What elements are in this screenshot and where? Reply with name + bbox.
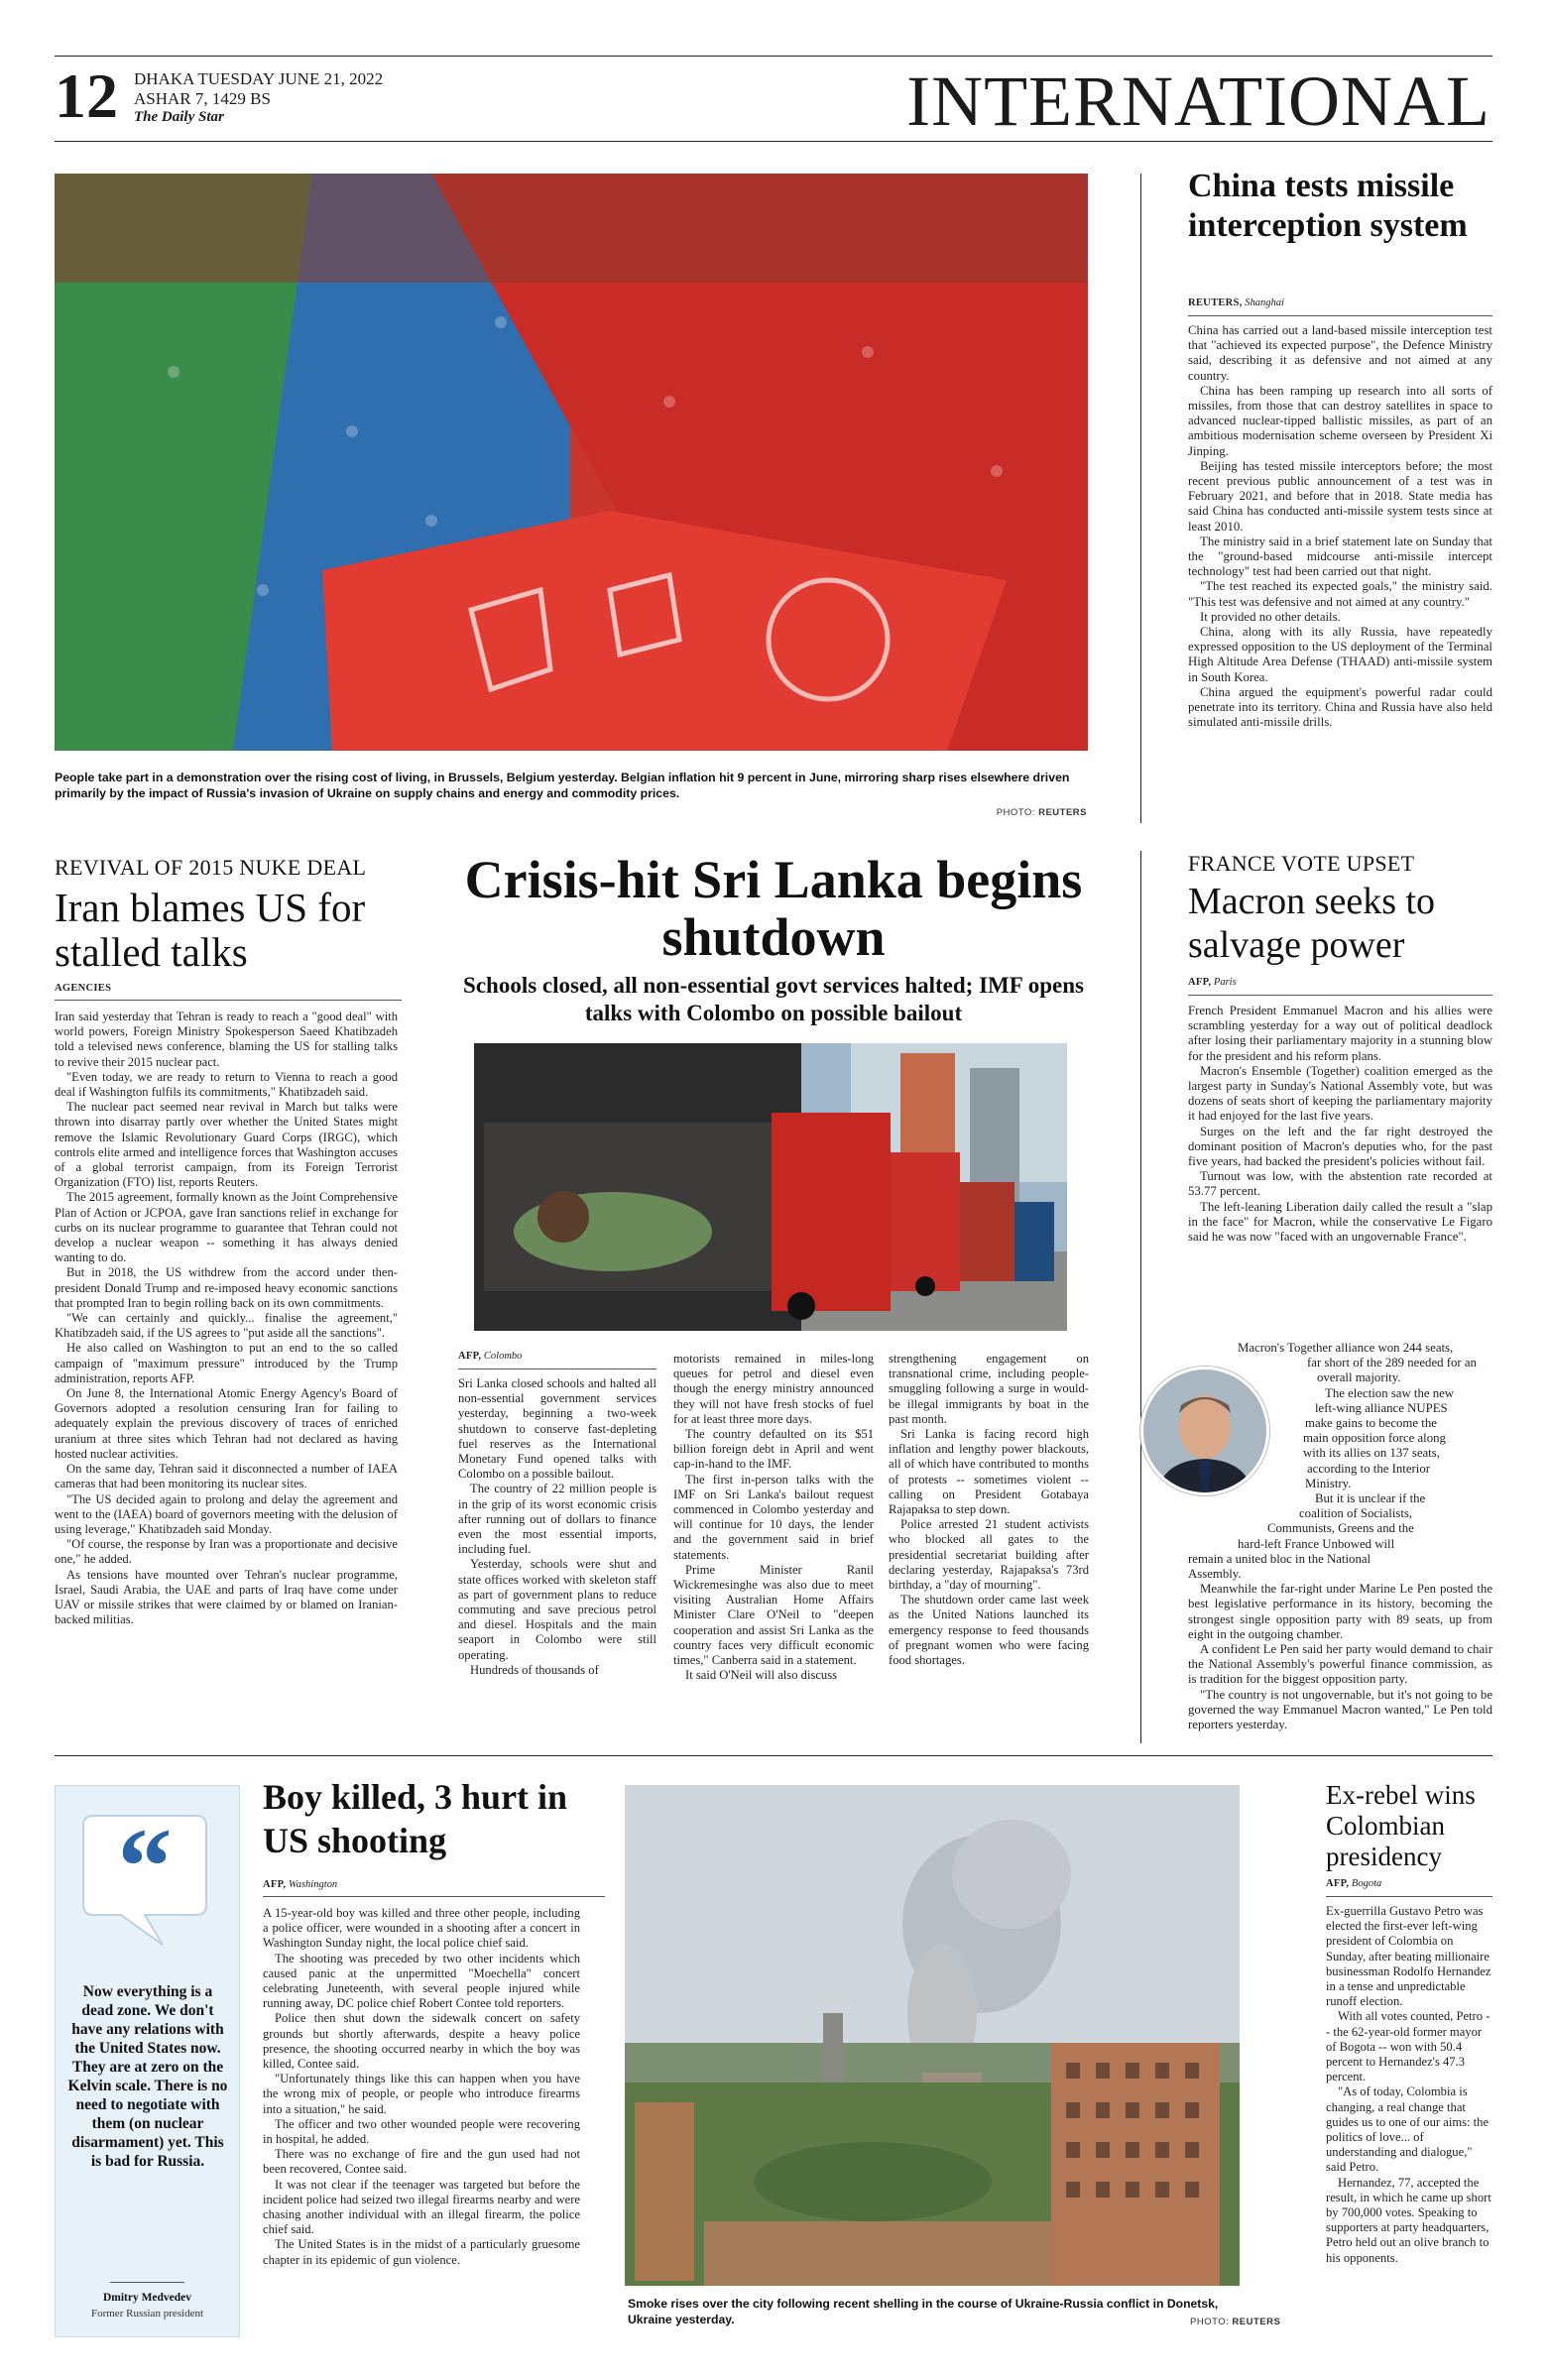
wrap-line: left-wing alliance NUPES [1315, 1400, 1448, 1415]
paragraph: "Of course, the response by Iran was a proportionate and decisive one," he added. [55, 1537, 398, 1567]
paragraph: The country of 22 million people is in the grip of its worst economic crisis after running out of dollars to finance even the most essential imports, including fuel. [458, 1482, 656, 1557]
paragraph: With all votes counted, Petro -- the 62-year-old former mayor of Bogota -- won with 50.4 percent to Hernandez's 47.3 percent. [1326, 2009, 1490, 2084]
france-kicker: FRANCE VOTE UPSET [1188, 851, 1415, 876]
lanka-body-col-3 [889, 1352, 1089, 1668]
donetsk-photo-credit [1190, 2317, 1280, 2327]
paragraph: It provided no other details. [1200, 609, 1341, 624]
column-divider-right-top [1140, 174, 1141, 823]
colombia-byline [1326, 1878, 1381, 1889]
paragraph: On the same day, Tehran said it disconnected a number of IAEA cameras that had been monitoring its nuclear sites. [55, 1462, 398, 1491]
us-headline: Boy killed, 3 hurt in US shooting [263, 1777, 568, 1860]
tuktuk-photo [474, 1043, 1067, 1331]
paragraph: The first in-person talks with the IMF on Sri Lanka's bailout request commenced in Colombo yesterday and will continue for 10 days, the lender and the government said in brief statements. [673, 1472, 874, 1562]
paragraph: "We can certainly and quickly... finalise the agreement," Khatibzadeh said, if the US agrees to "put aside all the sanctions". [55, 1311, 398, 1341]
iran-kicker: REVIVAL OF 2015 NUKE DEAL [55, 855, 367, 880]
iran-byline [55, 983, 111, 994]
paragraph: strengthening engagement on transnational crime, including people-smuggling following a surge in would-be illegal immigrants by boat in the past month. [889, 1352, 1089, 1426]
paragraph: Surges on the left and the far right destroyed the dominant position of Macron's deputies who, for the past five years, had backed the president's policies without fail. [1188, 1124, 1492, 1169]
quote-text: Now everything is a dead zone. We don't have any relations with the United States now. They are at zero on the Kelvin scale. There is no need to negotiate with them (on nuclear disarmament) yet. This is bad for Russia. [67, 1983, 228, 2170]
paragraph: The United States is in the midst of a particularly gruesome chapter in its epidemic of gun violence. [263, 2237, 580, 2267]
paragraph: "As of today, Colombia is changing, a real change that guides us to one of our aims: the politics of love... of understanding and dialogue," said Petro. [1326, 2084, 1490, 2175]
paragraph: He also called on Washington to put an end to the so called campaign of "maximum pressure" introduced by the Trump administration, reports AFP. [55, 1341, 398, 1385]
paragraph: Police then shut down the sidewalk concert on safety grounds but shortly afterwards, despite a heavy police presence, the shooting occurred nearby in which the boy was killed, Contee said. [263, 2011, 580, 2072]
paragraph: China has carried out a land-based missile interception test that "achieved its expected purpose", the Defence Ministry said, describing it as defensive and not aimed at any country. [1188, 323, 1492, 383]
credit-source: REUTERS [1038, 807, 1087, 818]
paragraph: Assembly. [1188, 1567, 1242, 1581]
us-byline [263, 1879, 337, 1890]
paragraph: China, along with its ally Russia, have repeatedly expressed opposition to the US deployment of the Terminal High Altitude Area Defense (THAAD) anti-missile system in South Korea. [1188, 625, 1492, 684]
paragraph: Prime Minister Ranil Wickremesinghe was also due to meet visiting Australian Home Affairs Minister Clare O'Neil to "deepen cooperation and assist Sri Lanka as the country faces very difficult economic times," Canberra said in a statement. [673, 1562, 874, 1668]
byline-agency: AFP, [1188, 977, 1212, 988]
lanka-byline [458, 1351, 522, 1362]
france-byline [1188, 977, 1237, 988]
paragraph: Iran said yesterday that Tehran is ready to reach a "good deal" with world powers, Foreign Ministry Spokesperson Saeed Khatibzadeh told a televised news conference, blaming the US for stalling talks to revive their 2015 nuclear pact. [55, 1010, 398, 1069]
credit-label: PHOTO: [1190, 2317, 1230, 2327]
paragraph: The 2015 agreement, formally known as the Joint Comprehensive Plan of Action or JCPOA, gave Iran sanctions relief in exchange for curbs on its nuclear programme to guarantee that Tehran could not develop a nuclear weapon -- something it has always denied wanting to do. [55, 1190, 398, 1265]
paragraph: Sri Lanka closed schools and halted all non-essential government services yesterday, beginning a two-week shutdown to conserve fast-depleting fuel reserves as the International Monetary Fund opened talks with Colombo on a possible bailout. [458, 1376, 656, 1482]
top-rule [55, 56, 1492, 57]
colombia-headline: Ex-rebel wins Colombian presidency [1326, 1780, 1476, 1871]
paragraph: The left-leaning Liberation daily called the result a "slap in the face" for Macron, while the conservative Le Figaro said he was now "faced with an ungovernable France". [1188, 1199, 1492, 1245]
quote-person-title: Former Russian president [90, 2308, 204, 2320]
paragraph: Police arrested 21 student activists who blocked all gates to the presidential secretariat building after declaring yesterday, Rajapaksa's 73rd birthday, a "day of mourning". [889, 1517, 1089, 1593]
wrap-line: But it is unclear if the [1315, 1491, 1426, 1506]
lanka-subhead: Schools closed, all non-essential govt services halted; IMF opens talks with Colombo on possible bailout [463, 973, 1084, 1025]
byline-place: Paris [1213, 977, 1237, 988]
lanka-headline: Crisis-hit Sri Lanka begins shutdown [464, 850, 1083, 967]
lanka-body-col-2 [673, 1352, 874, 1683]
protest-photo-credit [997, 807, 1087, 818]
wrap-line: remain a united bloc in the National [1188, 1551, 1371, 1566]
france-body-wrap [1188, 1341, 1492, 1567]
paragraph: "The US decided again to prolong and delay the agreement and went to the (IAEA) board of governors meeting with the delusion of using leverage," Khatibzadeh said Monday. [55, 1491, 398, 1536]
iran-headline: Iran blames US for stalled talks [55, 885, 366, 975]
paragraph: Hundreds of thousands of [470, 1662, 599, 1677]
byline-place: Bogota [1351, 1878, 1382, 1889]
paragraph: Macron's Ensemble (Together) coalition emerged as the largest party in Sunday's National Assembly vote, but was dozens of seats short of keeping the parliamentary majority it had enjoyed for the last five years. [1188, 1063, 1492, 1124]
quote-separator [110, 2282, 184, 2283]
paragraph: Yesterday, schools were shut and state offices worked with skeleton staff as part of government plans to reduce commuting and save precious petrol and diesel. Hospitals and the main seaport in Colombo were still operating. [458, 1557, 656, 1662]
paragraph: A 15-year-old boy was killed and three other people, including a police officer, were wounded in a shooting after a concert in Washington Sunday night, the local police chief said. [263, 1906, 580, 1951]
china-byline [1188, 298, 1284, 308]
paragraph: Hernandez, 77, accepted the result, in which he came up short by 700,000 votes. Speaking to supporters at party headquarters, Petro held out an olive branch to his opponents. [1326, 2175, 1491, 2265]
paragraph: China has been ramping up research into all sorts of missiles, from those that can destroy satellites in space to advanced nuclear-tipped ballistic missiles, as part of an ambitious modernisation scheme overseen by President Xi Jinping. [1188, 383, 1492, 458]
paragraph: On June 8, the International Atomic Energy Agency's Board of Governors adopted a resolution censuring Iran for failing to adequately explain the previous discovery of traces of enriched uranium at three sites which Tehran had not declared as having hosted nuclear activities. [55, 1386, 398, 1461]
speech-bubble-icon [75, 1806, 204, 1945]
paragraph: As tensions have mounted over Tehran's nuclear programme, Israel, Saudi Arabia, the UAE and parts of Iraq have come under UAV or missile strikes that were claimed by or blamed on Iranian-backed militias. [55, 1567, 398, 1627]
paragraph: Turnout was low, with the abstention rate recorded at 53.77 percent. [1188, 1169, 1492, 1199]
paragraph: Sri Lanka is facing record high inflation and lengthy power blackouts, all of which have contributed to months of protests -- sometimes violent -- calling on President Gotabaya Rajapaksa to step down. [889, 1427, 1089, 1517]
byline-place: Shanghai [1245, 298, 1284, 308]
paragraph: It said O'Neil will also discuss [685, 1668, 838, 1683]
paragraph: The nuclear pact seemed near revival in March but talks were thrown into disarray partly over whether the United States might remove the Islamic Revolutionary Guard Corps (IRGC), which controls elite armed and intelligence forces that Washington accuses of a global terrorist campaign, from its Foreign Terrorist Organization (FTO) list, reports Reuters. [55, 1100, 398, 1190]
wrap-line: hard-left France Unbowed will [1238, 1536, 1395, 1551]
paragraph: Ex-guerrilla Gustavo Petro was elected the first-ever left-wing president of Colombia on Sunday, after beating millionaire businessman Rodolfo Hernandez in a tense and unpredictable runoff election. [1326, 1904, 1491, 2009]
dateline: DHAKA TUESDAY JUNE 21, 2022 [134, 69, 384, 88]
iran-byline-rule [55, 1000, 402, 1001]
france-headline: Macron seeks to salvage power [1188, 881, 1436, 966]
paragraph: The shooting was preceded by two other incidents which caused panic at the unpermitted "Moechella" concert celebrating Juneteenth, with several people injured while running away, DC police chief Robert Contee told reporters. [263, 1951, 580, 2011]
colombia-byline-rule [1326, 1896, 1492, 1897]
paragraph: "Unfortunately things like this can happen when you have the wrong mix of people, or people who introduce firearms into a situation," he said. [263, 2072, 580, 2116]
france-byline-rule [1188, 995, 1492, 996]
svg-text:“: “ [117, 1806, 173, 1927]
paragraph: China argued the equipment's powerful radar could penetrate into its territory. China and Russia have also held simulated anti-missile drills. [1188, 684, 1492, 730]
paper-logo: The Daily Star [134, 109, 224, 125]
france-body-top [1188, 1004, 1492, 1245]
paragraph: The officer and two other wounded people were recovering in hospital, he added. [263, 2116, 580, 2147]
section-title: INTERNATIONAL [906, 61, 1490, 141]
france-body-bottom [1188, 1567, 1492, 1732]
quote-person-name: Dmitry Medvedev [102, 2292, 192, 2304]
paragraph: The country defaulted on its $51 billion foreign debt in April and went cap-in-hand to the IMF. [673, 1427, 874, 1472]
byline-agency: REUTERS, [1188, 298, 1243, 308]
credit-source: REUTERS [1232, 2317, 1281, 2327]
paragraph: Beijing has tested missile interceptors before; the most recent previous public announcement of a test was in February 2021, and before that in 2018. State media has said China has conducted anti-missile system tests since at least 2010. [1188, 458, 1492, 534]
masthead-rule [55, 141, 1492, 142]
china-byline-rule [1188, 315, 1492, 316]
paragraph: But in 2018, the US withdrew from the accord under then-president Donald Trump and re-imposed heavy economic sanctions that prompted Iran to begin rolling back on its own commitments. [55, 1265, 398, 1310]
paragraph: motorists remained in miles-long queues for petrol and diesel even though the energy ministry announced they will not have fresh stocks of fuel for at least three more days. [673, 1352, 874, 1426]
wrap-line: The election saw the new [1325, 1385, 1455, 1400]
wrap-line: coalition of Socialists, [1299, 1506, 1413, 1521]
wrap-line: make gains to become the [1305, 1416, 1437, 1431]
lanka-body-col-1 [458, 1376, 656, 1678]
byline-agency: AGENCIES [55, 983, 112, 994]
donetsk-photo [625, 1785, 1240, 2286]
colombia-body [1326, 1904, 1492, 2266]
paragraph: "Even today, we are ready to return to Vienna to reach a good deal if Washington fulfils its commitments," Khatibzadeh said. [55, 1069, 398, 1100]
wrap-line: overall majority. [1317, 1370, 1401, 1385]
us-body [263, 1906, 580, 2268]
wrap-line: Communists, Greens and the [1267, 1521, 1414, 1536]
donetsk-photo-caption: Smoke rises over the city following recent shelling in the course of Ukraine-Russia conflict in Donetsk, Ukraine yesterday. [628, 2297, 1219, 2326]
column-divider-right-mid [1140, 851, 1141, 1743]
wrap-line: Macron's Together alliance won 244 seats, [1238, 1341, 1454, 1355]
us-byline-rule [263, 1896, 605, 1897]
paragraph: There was no exchange of fire and the gun used had not been recovered, Contee said. [263, 2147, 580, 2177]
lanka-byline-rule [458, 1368, 656, 1369]
paragraph: A confident Le Pen said her party would demand to chair the National Assembly's powerful finance commission, as is tradition for the biggest opposition party. [1188, 1642, 1492, 1687]
byline-agency: AFP, [1326, 1878, 1350, 1889]
wrap-line: according to the Interior [1307, 1461, 1431, 1476]
protest-photo-caption: People take part in a demonstration over the rising cost of living, in Brussels, Belgium yesterday. Belgian inflation hit 9 percent in June, mirroring sharp rises elsewhere driven primarily by the impact of Russia's invasion of Ukraine on supply chains and energy and commodity prices. [55, 771, 1070, 800]
china-headline: China tests missile interception system [1188, 168, 1468, 244]
bangla-date: ASHAR 7, 1429 BS [134, 89, 271, 108]
page-number: 12 [55, 60, 118, 131]
paragraph: "The country is not ungovernable, but it's not going to be governed the way Emmanuel Macron wanted," Le Pen told reporters yesterday. [1188, 1687, 1492, 1732]
wrap-line: Ministry. [1305, 1476, 1352, 1490]
byline-agency: AFP, [458, 1351, 482, 1362]
paragraph: The shutdown order came last week as the United Nations launched its emergency response to feed thousands of pregnant women who were facing food shortages. [889, 1593, 1089, 1668]
credit-label: PHOTO: [996, 807, 1035, 818]
paragraph: French President Emmanuel Macron and his allies were scrambling yesterday for a way out of political deadlock after losing their parliamentary majority in a stunning blow for the president and his reform plans. [1188, 1004, 1492, 1063]
byline-agency: AFP, [263, 1879, 287, 1890]
byline-place: Colombo [483, 1351, 523, 1362]
wrap-line: with its allies on 137 seats, [1303, 1446, 1440, 1461]
wrap-line: main opposition force along [1303, 1431, 1446, 1446]
iran-body [55, 1010, 398, 1627]
paragraph: Meanwhile the far-right under Marine Le Pen posted the best legislative performance in its history, becoming the strongest single opposition party with 89 seats, up from eight in the outgoing chamber. [1188, 1582, 1492, 1641]
protest-photo [55, 174, 1088, 751]
paragraph: "The test reached its expected goals," the ministry said. "This test was defensive and not aimed at any country." [1188, 579, 1492, 609]
paragraph: It was not clear if the teenager was targeted but before the incident police had seized two illegal firearms nearby and were chasing another individual with an illegal firearm, the police chief said. [263, 2177, 580, 2237]
bottom-section-rule [55, 1755, 1492, 1756]
quote-box [55, 1785, 240, 2337]
wrap-line: far short of the 289 needed for an [1307, 1356, 1477, 1370]
china-body [1188, 323, 1492, 730]
paragraph: The ministry said in a brief statement late on Sunday that the "ground-based midcourse anti-missile intercept technology" test had been carried out that night. [1188, 534, 1492, 579]
byline-place: Washington [288, 1879, 338, 1890]
